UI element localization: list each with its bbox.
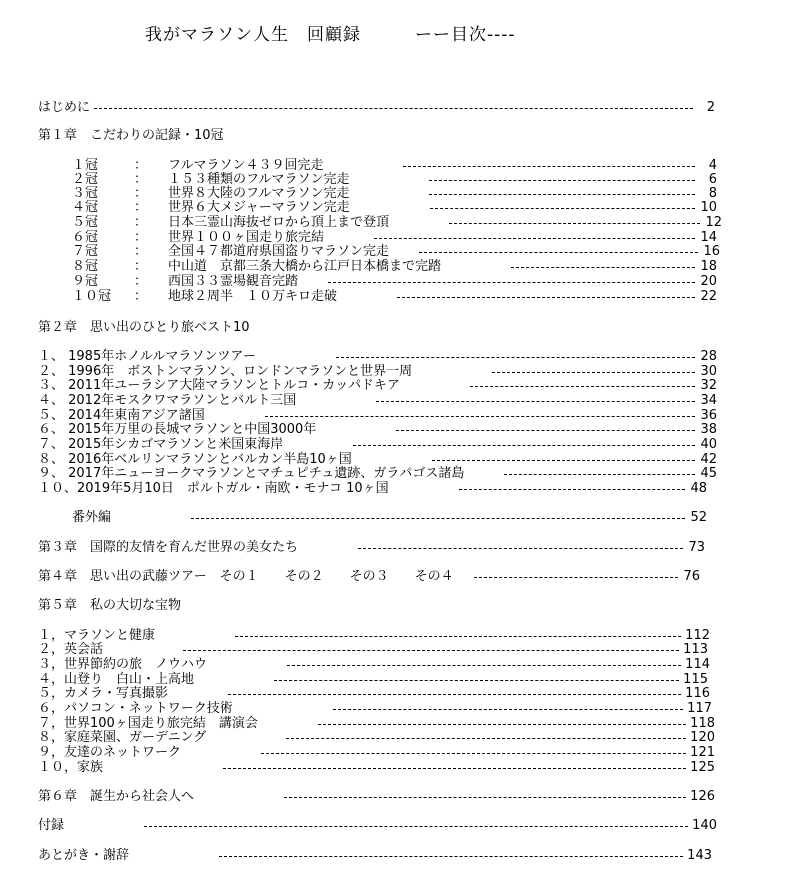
page-number: 42 — [700, 452, 717, 467]
leader-dots — [374, 238, 695, 239]
leader-dots — [358, 548, 683, 549]
leader-dots — [470, 386, 695, 387]
page-number: 112 — [685, 628, 710, 643]
chapter2-extra[interactable] — [72, 510, 707, 526]
page-number: 10 — [700, 200, 717, 215]
item-separator: ： — [134, 289, 148, 304]
leader-dots — [376, 401, 695, 402]
chapter5-item[interactable] — [38, 745, 715, 761]
item-number: １０冠 — [72, 289, 112, 304]
leader-dots — [429, 194, 695, 195]
leader-dots — [144, 826, 688, 827]
item-separator: ： — [134, 186, 148, 201]
leader-dots — [228, 694, 681, 695]
chapter1-item[interactable] — [72, 244, 720, 260]
leader-dots — [430, 208, 695, 209]
page-number: 14 — [700, 230, 717, 245]
page-number: 38 — [700, 422, 717, 437]
item-label: ６，パソコン・ネットワーク技術 — [38, 701, 233, 716]
item-separator: ： — [134, 200, 148, 215]
item-label: 日本三霊山海抜ゼロから頂上まで登頂 — [168, 215, 390, 230]
item-label: ３，世界節約の旅 ノウハウ — [38, 657, 208, 672]
item-label: ８，家庭菜園、ガーデニング — [38, 730, 207, 745]
toc-intro-page: 2 — [706, 100, 715, 115]
item-separator: ： — [134, 172, 148, 187]
page-number: 116 — [685, 686, 710, 701]
leader-dots — [403, 166, 695, 167]
leader-dots — [219, 856, 683, 857]
chapter5-item[interactable] — [38, 657, 710, 673]
item-number: ９冠 — [72, 274, 99, 289]
chapter2-item[interactable] — [38, 378, 717, 394]
item-label: フルマラソン４３９回完走 — [168, 158, 324, 173]
leader-dots — [191, 518, 685, 519]
item-label: 世界６大メジャーマラソン完走 — [168, 200, 350, 215]
page-number: 118 — [690, 716, 715, 731]
page-number: 117 — [687, 701, 712, 716]
item-number: ２冠 — [72, 172, 99, 187]
item-number: ７冠 — [72, 244, 99, 259]
page-number: 114 — [685, 657, 710, 672]
leader-dots — [432, 460, 695, 461]
item-label: 地球２周半 １０万キロ走破 — [168, 289, 338, 304]
chapter4-page: 76 — [683, 569, 700, 584]
page-number: 4 — [708, 158, 717, 173]
leader-dots — [449, 223, 700, 224]
item-separator: ： — [134, 244, 148, 259]
item-label: 中山道 京都三条大橋から江戸日本橋まで完踏 — [168, 259, 442, 274]
item-label: 世界１００ヶ国走り旅完結 — [168, 230, 325, 245]
leader-dots — [504, 474, 695, 475]
page-number: 32 — [700, 378, 717, 393]
chapter4-label: 第４章 思い出の武藤ツアー その１ その２ その３ その４ — [38, 569, 454, 584]
item-label: １０、2019年5月10日 ポルトガル・南欧・モナコ 10ヶ国 — [38, 481, 389, 496]
page-number: 34 — [700, 393, 717, 408]
page-number: 45 — [700, 466, 717, 481]
item-number: ６冠 — [72, 230, 99, 245]
afterword-label: あとがき・謝辞 — [38, 848, 130, 863]
item-label: 番外編 — [72, 510, 112, 525]
chapter2-item[interactable] — [38, 349, 717, 365]
page-number: 40 — [700, 437, 717, 452]
item-separator: ： — [134, 230, 148, 245]
chapter2-heading: 第２章 思い出のひとり旅ベスト10 — [38, 320, 250, 335]
item-number: ３冠 — [72, 186, 99, 201]
item-separator: ： — [134, 158, 148, 173]
page-number: 113 — [683, 642, 708, 657]
chapter6-label: 第６章 誕生から社会人へ — [38, 789, 195, 804]
item-label: ５、 2014年東南アジア諸国 — [38, 408, 205, 423]
chapter1-item[interactable] — [72, 259, 717, 275]
chapter3-label: 第３章 国際的友情を育んだ世界の美女たち — [38, 540, 299, 555]
item-label: １５３種類のフルマラソン完走 — [168, 172, 350, 187]
leader-dots — [183, 650, 679, 651]
chapter2-item[interactable] — [38, 393, 717, 409]
chapter2-item[interactable] — [38, 481, 707, 497]
toc-appendix[interactable] — [38, 818, 717, 834]
page-number: 52 — [690, 510, 707, 525]
page-number: 125 — [690, 760, 715, 775]
item-label: １０，家族 — [38, 760, 104, 775]
leader-dots — [336, 357, 695, 358]
page-number: 120 — [690, 730, 715, 745]
chapter2-item[interactable] — [38, 422, 717, 438]
page-number: 28 — [700, 349, 717, 364]
item-label: ６、 2015年万里の長城マラソンと中国3000年 — [38, 422, 317, 437]
chapter3-page: 73 — [688, 540, 705, 555]
leader-dots — [94, 108, 693, 109]
item-label: 西国３３霊場観音完踏 — [168, 274, 299, 289]
item-label: 世界８大陸のフルマラソン完走 — [168, 186, 350, 201]
page-number: 6 — [708, 172, 717, 187]
item-separator: ： — [134, 274, 148, 289]
item-label: ２、 1996年 ボストンマラソン、ロンドンマラソンと世界一周 — [38, 364, 413, 379]
leader-dots — [474, 577, 678, 578]
item-label: ５，カメラ・写真撮影 — [38, 686, 169, 701]
chapter1-item[interactable] — [72, 289, 717, 305]
toc-chapter3[interactable] — [38, 540, 705, 556]
chapter1-item[interactable] — [72, 274, 717, 290]
page-title: 我がマラソン人生 回顧録 ーー目次---- — [145, 25, 516, 45]
chapter1-item[interactable] — [72, 215, 722, 231]
page-number: 8 — [708, 186, 717, 201]
leader-dots — [429, 180, 695, 181]
page-number: 48 — [690, 481, 707, 496]
item-separator: ： — [134, 215, 148, 230]
leader-dots — [286, 738, 686, 739]
toc-intro-label: はじめに — [38, 100, 91, 115]
item-label: ９，友達のネットワーク — [38, 745, 182, 760]
chapter5-item[interactable] — [38, 686, 710, 702]
leader-dots — [459, 489, 685, 490]
leader-dots — [419, 252, 698, 253]
chapter5-item[interactable] — [38, 760, 715, 776]
page-number: 115 — [683, 672, 708, 687]
item-label: １，マラソンと健康 — [38, 628, 156, 643]
chapter1-heading: 第１章 こだわりの記録・10冠 — [38, 128, 224, 143]
leader-dots — [353, 445, 695, 446]
chapter2-item[interactable] — [38, 466, 717, 482]
chapter6-page: 126 — [690, 789, 715, 804]
chapter5-heading: 第５章 私の大切な宝物 — [38, 598, 182, 613]
page-number: 36 — [700, 408, 717, 423]
item-number: ４冠 — [72, 200, 99, 215]
toc-chapter6[interactable] — [38, 789, 715, 805]
afterword-page: 143 — [687, 848, 712, 863]
item-label: ３、 2011年ユーラシア大陸マラソンとトルコ・カッパドキア — [38, 378, 400, 393]
chapter5-item[interactable] — [38, 701, 712, 717]
appendix-label: 付録 — [38, 818, 65, 833]
page-number: 30 — [700, 364, 717, 379]
leader-dots — [333, 709, 683, 710]
chapter5-item[interactable] — [38, 730, 715, 746]
page-number: 16 — [703, 244, 720, 259]
item-label: ７，世界100ヶ国走り旅完結 講演会 — [38, 716, 258, 731]
leader-dots — [274, 680, 679, 681]
item-label: ２，英会話 — [38, 642, 104, 657]
item-label: ９、 2017年ニューヨークマラソンとマチュピチュ遺跡、ガラパゴス諸島 — [38, 466, 465, 481]
toc-afterword[interactable] — [38, 848, 712, 864]
chapter2-item[interactable] — [38, 437, 717, 453]
page-number: 20 — [700, 274, 717, 289]
item-number: ５冠 — [72, 215, 99, 230]
item-label: 全国４７都道府県国盗りマラソン完走 — [168, 244, 390, 259]
leader-dots — [284, 797, 686, 798]
appendix-page: 140 — [692, 818, 717, 833]
leader-dots — [397, 297, 695, 298]
chapter1-item[interactable] — [72, 200, 717, 216]
leader-dots — [261, 753, 686, 754]
leader-dots — [396, 430, 695, 431]
item-label: ４，山登り 白山・上高地 — [38, 672, 195, 687]
toc-intro[interactable] — [38, 100, 715, 116]
item-separator: ： — [134, 259, 148, 274]
page-number: 22 — [700, 289, 717, 304]
leader-dots — [223, 768, 686, 769]
page-number: 121 — [690, 745, 715, 760]
item-number: ８冠 — [72, 259, 99, 274]
item-label: １、 1985年ホノルルマラソンツアー — [38, 349, 256, 364]
item-label: ７、 2015年シカゴマラソンと米国東海岸 — [38, 437, 284, 452]
item-label: ４、 2012年モスクワマラソンとバルト三国 — [38, 393, 297, 408]
leader-dots — [287, 665, 681, 666]
leader-dots — [492, 372, 695, 373]
item-label: ８、 2016年ベルリンマラソンとバルカン半島10ヶ国 — [38, 452, 352, 467]
page-number: 18 — [700, 259, 717, 274]
leader-dots — [235, 636, 681, 637]
chapter5-item[interactable] — [38, 642, 708, 658]
leader-dots — [328, 282, 695, 283]
leader-dots — [318, 724, 686, 725]
leader-dots — [265, 416, 695, 417]
page-number: 12 — [705, 215, 722, 230]
leader-dots — [511, 267, 695, 268]
toc-chapter4[interactable] — [38, 569, 700, 585]
item-number: １冠 — [72, 158, 99, 173]
